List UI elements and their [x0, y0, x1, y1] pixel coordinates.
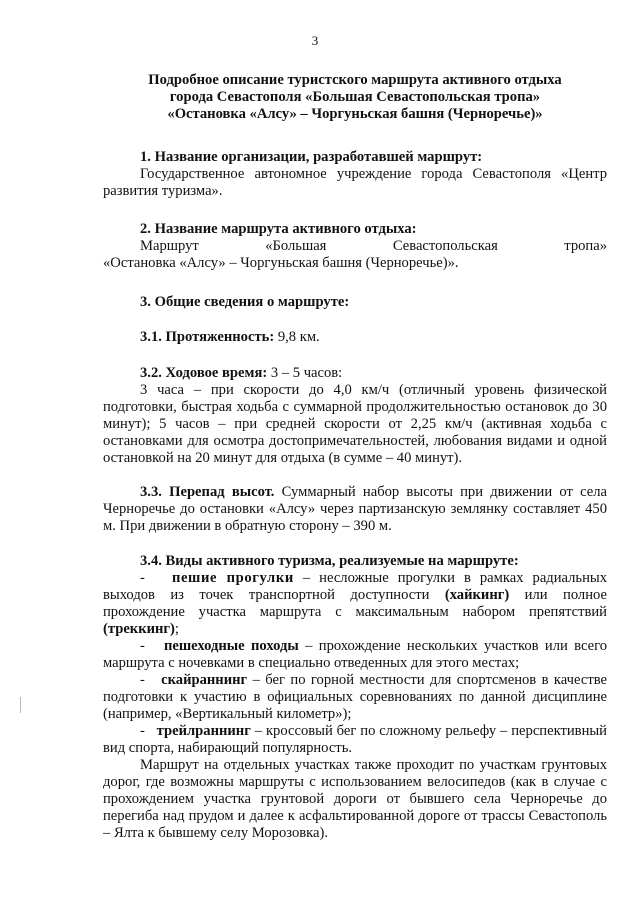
item-dash: -	[140, 570, 145, 586]
section-3-1-label: 3.1. Протяженность:	[140, 329, 275, 345]
item-text: – прохождение нескольких участков или всего маршрута с ночевками в специально отведенных для этого местах;	[103, 638, 608, 671]
document-title	[103, 72, 607, 123]
item-dash: -	[140, 638, 145, 654]
section-3-1-value: 9,8 км.	[274, 329, 320, 345]
section-3-2-value: 3 – 5 часов:	[267, 365, 343, 381]
activity-item-skyrunning	[103, 672, 607, 723]
section-3-3-text: Суммарный набор высоты при движении от села Черноречье до остановки «Алсу» через партизанскую землянку составляет 450 м. При движении в обратную сторону – 390 м.	[103, 484, 607, 534]
item-term: скайраннинг	[161, 672, 248, 688]
title-line-1: Подробное описание туристского маршрута активного отдыха	[148, 72, 562, 88]
item-dash: -	[140, 723, 145, 739]
item-term: пешие прогулки	[171, 570, 294, 586]
activity-item-trailrunning	[103, 723, 607, 757]
section-3-heading: 3. Общие сведения о маршруте:	[140, 294, 350, 310]
section-3-2-label: 3.2. Ходовое время:	[140, 365, 268, 381]
section-2-line-2: «Остановка «Алсу» – Чоргуньская башня (Черноречье)».	[103, 255, 459, 271]
item-text: – несложные прогулки в рамках радиальных выходов из точек транспортной доступности	[103, 570, 607, 603]
section-1-text: Государственное автономное учреждение города Севастополя «Центр развития туризма».	[103, 166, 607, 199]
section-2-heading: 2. Название маршрута активного отдыха:	[140, 221, 417, 237]
margin-mark	[20, 697, 21, 713]
section-3-3	[103, 484, 607, 535]
item-dash: -	[140, 672, 145, 688]
section-1-heading: 1. Название организации, разработавшей маршрут:	[140, 149, 483, 165]
title-line-2: города Севастополя «Большая Севастопольская тропа»	[169, 89, 541, 105]
item-term-2: (хайкинг)	[444, 587, 510, 603]
section-3-4-heading: 3.4. Виды активного туризма, реализуемые на маршруте:	[140, 553, 519, 569]
page-number: 3	[311, 33, 319, 48]
item-term: трейлраннинг	[156, 723, 251, 739]
item-term-3: (треккинг)	[103, 621, 175, 637]
section-3-2	[103, 365, 607, 382]
document-body	[103, 72, 607, 842]
title-line-3: «Остановка «Алсу» – Чоргуньская башня (Черноречье)»	[167, 106, 543, 122]
section-3-1	[103, 329, 607, 346]
section-3-4-closing: Маршрут на отдельных участках также проходит по участкам грунтовых дорог, где возможны маршруты с использованием велосипедов (как в случае с прохождением участка грунтовой дороги от бывшего села Черноречье до перегиба над прудом и далее к асфальтированной дороге от трассы Севастополь – Ялта к бывшему селу Морозовка).	[103, 757, 607, 841]
item-text: – бег по горной местности для спортсменов в качестве подготовки к участию в официальных соревнованиях по данной дисциплине (например, «Вертикальный километр»);	[103, 672, 607, 722]
item-text: – кроссовый бег по сложному рельефу – перспективный вид спорта, набирающий популярность.	[103, 723, 607, 756]
item-text-2: или полное прохождение участка маршрута с максимальным набором препятствий	[103, 587, 607, 620]
item-term: пешеходные походы	[163, 638, 299, 654]
section-3-3-label: 3.3. Перепад высот.	[140, 484, 275, 500]
item-text-3: ;	[174, 621, 179, 637]
activity-item-hiking-trips	[103, 638, 607, 672]
section-2-line-1: Маршрут «Большая Севастопольская тропа»	[140, 238, 607, 254]
section-3-2-text: 3 часа – при скорости до 4,0 км/ч (отличный уровень физической подготовки, быстрая ходьба с суммарной продолжительностью остановок до 30 минут); 5 часов – при средней скорости от 2,25 км/ч (активная ходьба с остановками для осмотра достопримечательностей, любования видами и одной остановкой на 20 минут для отдыха (в сумме – 40 минут).	[103, 382, 607, 466]
activity-item-hiking	[103, 570, 607, 638]
